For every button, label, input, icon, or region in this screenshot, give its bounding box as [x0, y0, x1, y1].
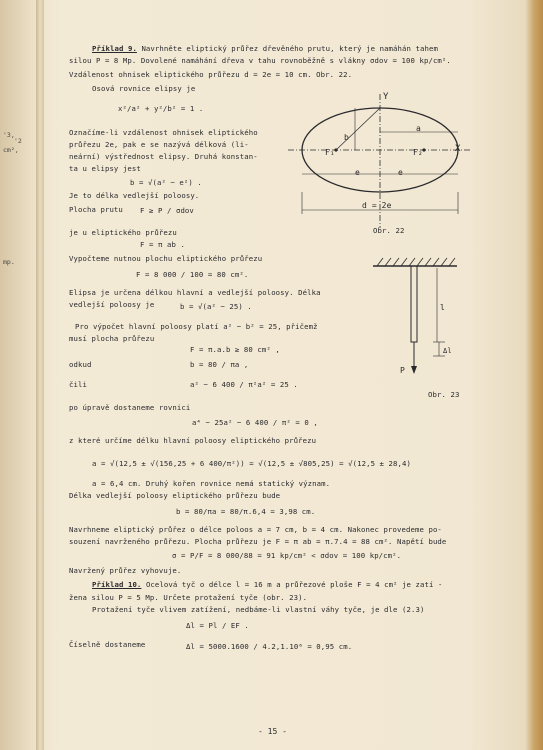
equation: b = √(a² − 25) . — [180, 302, 252, 311]
text-line: žena silou P = 5 Mp. Určete protažení tyče (obr. 23). — [69, 593, 308, 602]
equation: Δl = Pl / EF . — [186, 621, 249, 630]
text-line: souzení navrženého průřezu. Plocha průřezu je F = π ab = π.7.4 = 88 cm². Napětí bude — [69, 537, 447, 546]
text-line: z které určíme délku hlavní poloosy eliptického průřezu — [69, 436, 317, 445]
text-line: silou P = 8 Mp. Dovolené namáhání dřeva v tahu rovnoběžně s vlákny σdov = 100 kp/cm². — [69, 56, 451, 65]
example10-heading: Příklad 10. — [92, 580, 142, 589]
text-line: Délka vedlejší poloosy eliptického průřezu bude — [69, 491, 281, 500]
text-line: neární) výstřednost elipsy. Druhá konstan- — [69, 152, 258, 161]
equation: F ≥ P / σdov — [140, 206, 194, 215]
equation: F = π.a.b ≥ 80 cm² , — [190, 345, 280, 354]
text-line: Plocha prutu — [69, 205, 123, 214]
eccentricity-label: e — [398, 168, 403, 177]
equation: b = 80 / πa , — [190, 360, 249, 369]
text-line: ta u elipsy jest — [69, 164, 141, 173]
equation: b = 80/πa = 80/π.6,4 = 3,98 cm. — [176, 507, 316, 516]
text-line: čili — [69, 380, 87, 389]
text-line: Je to délka vedlejší poloosy. — [69, 191, 200, 200]
equation: x²/a² + y²/b² = 1 . — [118, 104, 204, 113]
text-line: průřezu 2e, pak e se nazývá délková (li- — [69, 140, 249, 149]
text-line: Navrhněte eliptický průřez dřevěného prutu, který je namáhán tahem — [141, 44, 438, 53]
equation: a = √(12,5 ± √(156,25 + 6 400/π²)) = √(12,5 ± √805,25) = √(12,5 ± 28,4) — [92, 459, 412, 468]
text-line: Elipsa je určena délkou hlavní a vedlejší poloosy. Délka — [69, 288, 321, 297]
text-line: Označíme-li vzdálenost ohnisek eliptického — [69, 128, 258, 137]
semi-minor-label: b — [344, 133, 349, 142]
text-line: a = 6,4 cm. Druhý kořen rovnice nemá statický význam. — [92, 479, 331, 488]
elongation-label: Δl — [443, 347, 452, 355]
force-label: P — [400, 366, 405, 375]
y-axis-label: Y — [383, 92, 389, 102]
semi-major-label: a — [416, 124, 421, 133]
eccentricity-label: e — [355, 168, 360, 177]
text-line: Osová rovnice elipsy je — [92, 84, 196, 93]
margin-note: '2 — [14, 137, 22, 145]
page-number: - 15 - — [258, 727, 287, 736]
text-line: Číselně dostaneme — [69, 640, 146, 649]
text-line: Protažení tyče vlivem zatížení, nedbáme-li vlastní váhy tyče, je dle (2.3) — [92, 605, 425, 614]
equation: Δl = 5000.1600 / 4.2,1.10⁶ = 0,95 cm. — [186, 642, 353, 651]
page-binding-edge — [36, 0, 44, 750]
figure-caption: Obr. 23 — [428, 390, 460, 399]
text-line: po úpravě dostaneme rovnici — [69, 403, 191, 412]
figure-23-rod-diagram — [365, 256, 465, 386]
text-line: odkud — [69, 360, 92, 369]
x-axis-label: X — [455, 144, 461, 154]
text-line: je u eliptického průřezu — [69, 228, 177, 237]
margin-note: mp. — [3, 258, 15, 266]
rod-length-label: l — [440, 303, 445, 312]
focus-label: F₁ — [325, 148, 335, 157]
text-line: Navržený průřez vyhovuje. — [69, 566, 182, 575]
equation: b = √(a² − e²) . — [130, 178, 202, 187]
figure-22-ellipse-diagram — [280, 88, 480, 248]
example9-heading: Příklad 9. — [92, 44, 137, 53]
equation: σ = P/F = 8 000/88 = 91 kp/cm² < σdov = 100 kp/cm². — [172, 551, 402, 560]
focal-distance-label: d = 2e — [362, 201, 392, 210]
text-line: Vypočteme nutnou plochu eliptického průřezu — [69, 254, 263, 263]
text-line: Pro výpočet hlavní poloosy platí a² − b² = 25, přičemž — [75, 322, 318, 331]
margin-note: cm², — [3, 146, 19, 154]
text-line: Ocelová tyč o délce l = 16 m a průřezové ploše F = 4 cm² je zatí - — [145, 580, 443, 589]
text-line: musí plocha průřezu — [69, 334, 155, 343]
text-line: Vzdálenost ohnisek eliptického průřezu d = 2e = 10 cm. Obr. 22. — [69, 70, 353, 79]
focus-label: F₂ — [413, 148, 423, 157]
text-line: vedlejší poloosy je — [69, 300, 155, 309]
text-line: Navrhneme eliptický průřez o délce poloos a = 7 cm, b = 4 cm. Nakonec provedeme po- — [69, 525, 442, 534]
equation: a² − 6 400 / π²a² = 25 . — [190, 380, 298, 389]
equation: F = π ab . — [140, 240, 185, 249]
margin-note: '3, — [3, 131, 15, 139]
equation: a⁴ − 25a² − 6 400 / π² = 0 , — [192, 418, 318, 427]
figure-caption: Obr. 22 — [373, 226, 405, 235]
equation: F = 8 000 / 100 = 80 cm². — [136, 270, 249, 279]
